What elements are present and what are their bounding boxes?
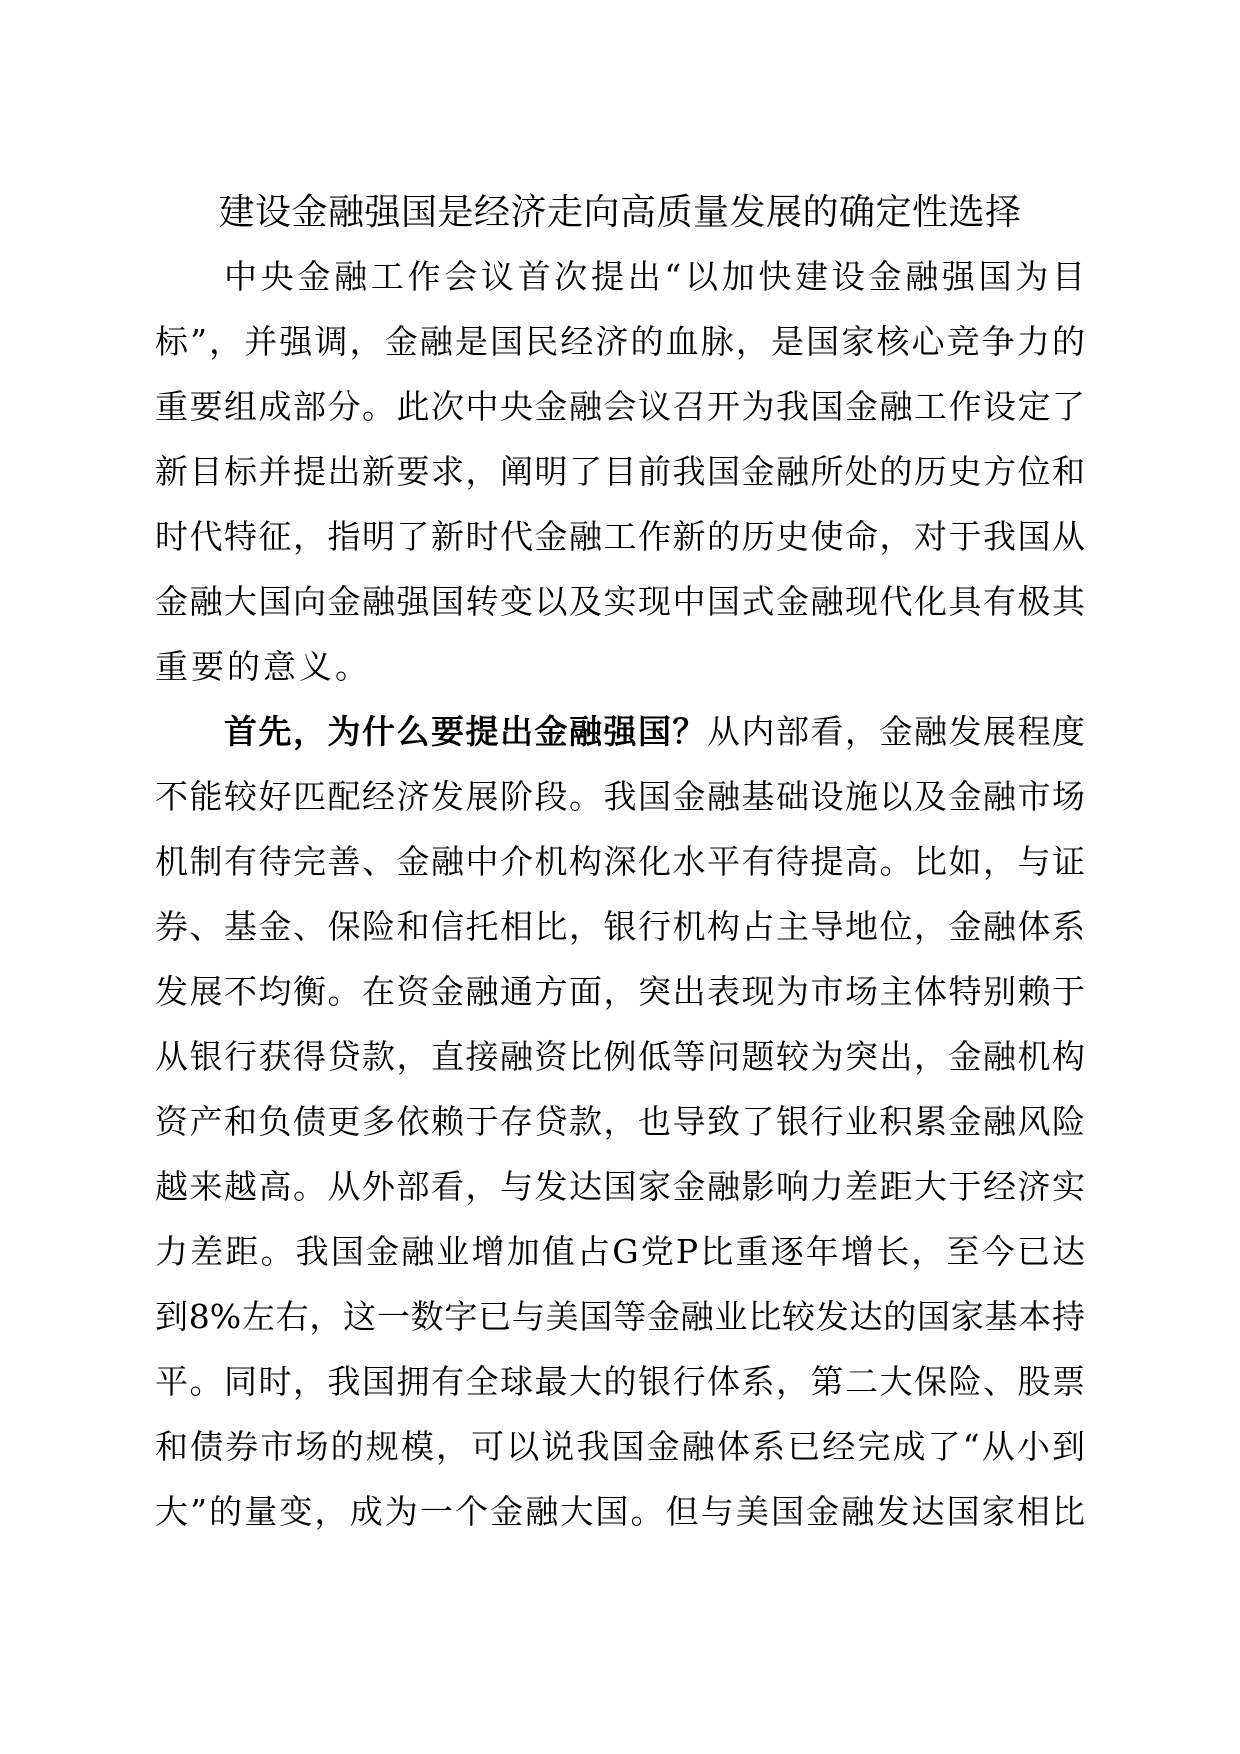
text-line [224, 711, 1085, 753]
text-line: 从银行获得贷款，直接融资比例低等问题较为突出，金融机构 [155, 1037, 1085, 1076]
text-line: 到8%左右，这一数字已与美国等金融业比较发达的国家基本持 [155, 1297, 1085, 1336]
bold-lead-question: 首先，为什么要提出金融强国？ [224, 712, 707, 751]
text-line: 时代特征，指明了新时代金融工作新的历史使命，对于我国从 [155, 517, 1085, 556]
text-line: 机制有待完善、金融中介机构深化水平有待提高。比如，与证 [155, 842, 1085, 881]
lead-text: 从内部看，金融发展程度 [707, 712, 1085, 751]
text-line: 发展不均衡。在资金融通方面，突出表现为市场主体特别赖于 [155, 972, 1085, 1011]
text-line: 不能较好匹配经济发展阶段。我国金融基础设施以及金融市场 [155, 777, 1085, 816]
text-line: 新目标并提出新要求，阐明了目前我国金融所处的历史方位和 [155, 452, 1085, 491]
text-line: 标”，并强调，金融是国民经济的血脉，是国家核心竞争力的 [155, 322, 1085, 361]
text-line: 重要组成部分。此次中央金融会议召开为我国金融工作设定了 [155, 387, 1085, 426]
text-line: 平。同时，我国拥有全球最大的银行体系，第二大保险、股票 [155, 1362, 1085, 1401]
text-line: 券、基金、保险和信托相比，银行机构占主导地位，金融体系 [155, 907, 1085, 946]
text-line: 中央金融工作会议首次提出“以加快建设金融强国为目 [224, 257, 1085, 296]
document-title: 建设金融强国是经济走向高质量发展的确定性选择 [218, 192, 1022, 233]
text-line: 重要的意义。 [155, 647, 371, 686]
text-line: 金融大国向金融强国转变以及实现中国式金融现代化具有极其 [155, 582, 1085, 621]
text-line: 资产和负债更多依赖于存贷款，也导致了银行业积累金融风险 [155, 1102, 1085, 1141]
text-line: 大”的量变，成为一个金融大国。但与美国金融发达国家相比 [155, 1492, 1085, 1531]
text-line: 和债券市场的规模，可以说我国金融体系已经完成了“从小到 [155, 1427, 1085, 1466]
text-line: 力差距。我国金融业增加值占G党P比重逐年增长，至今已达 [155, 1232, 1085, 1271]
text-line: 越来越高。从外部看，与发达国家金融影响力差距大于经济实 [155, 1167, 1085, 1206]
